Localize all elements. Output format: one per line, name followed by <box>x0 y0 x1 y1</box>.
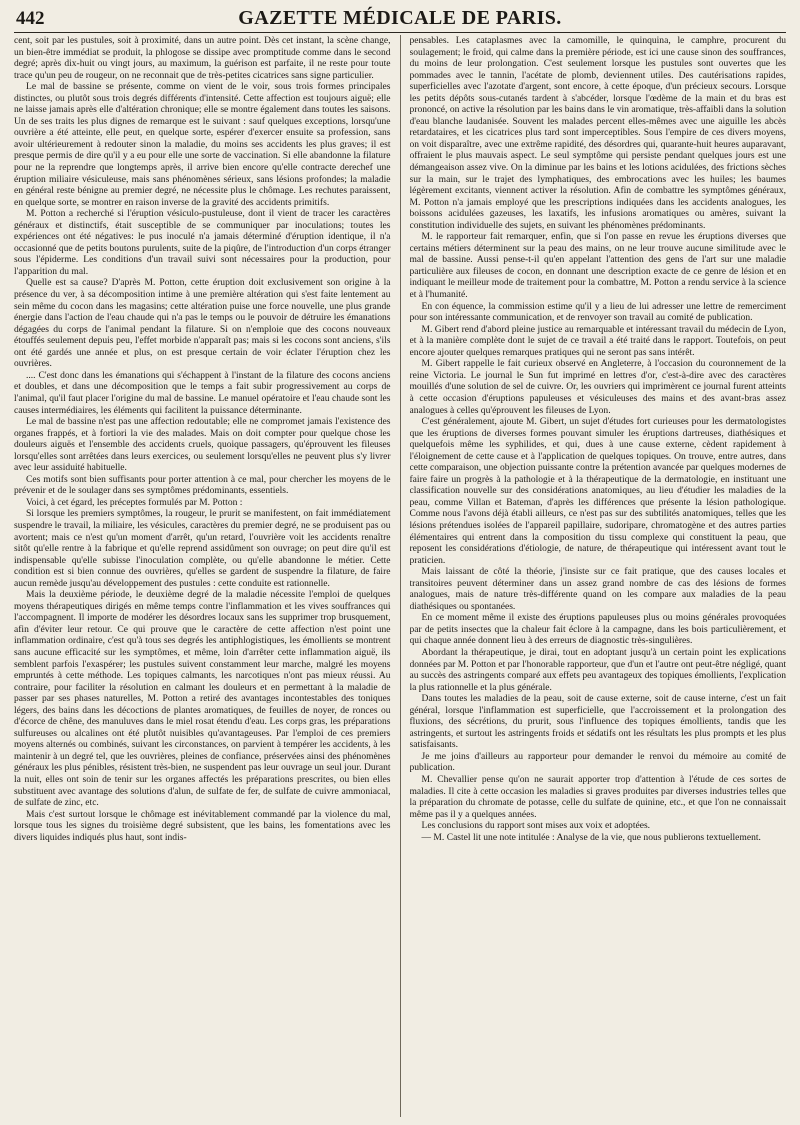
paragraph: Ces motifs sont bien suffisants pour porter attention à ce mal, pour chercher les moyens de le prévenir et de le soulager dans ses symptômes prédominants, essentiels. <box>14 473 391 497</box>
paragraph: cent, soit par les pustules, soit à proximité, dans un autre point. Dès cet instant, la scène change, un bien-être immédiat se produit, la phlogose se dissipe avec promptitude comme dans le second degré; après dix-huit ou vingt jours, au maximum, la guérison est parfaite, il ne reste pour toute trace qu'un peu de rougeur, on ne reconnait que de très-petites cicatrices sans signe particulier. <box>14 35 391 81</box>
paragraph: Dans toutes les maladies de la peau, soit de cause externe, soit de cause interne, c'est un fait général, lorsque l'inflammation est superficielle, que l'accroissement et la prolongation des fluxions, des sécrétions, du prurit, sous l'influence des topiques émollients, tandis que les astringents, et surtout les astringents froids et sédatifs ont les résultats les plus prompts et les plus satisfaisants. <box>409 693 786 751</box>
paragraph: M. Chevallier pense qu'on ne saurait apporter trop d'attention à l'étude de ces sortes de maladies. Il cite à cette occasion les maladies si graves produites par diverses industries telles que la préparation du chromate de potasse, celle du sulfate de quinine, etc., et que l'on ne connaissait même pas il y a quelques années. <box>409 774 786 820</box>
paragraph: En ce moment même il existe des éruptions papuleuses plus ou moins générales provoquées par de petits insectes que la chaleur fait éclore à la campagne, dans les bois particulièrement, et qui chaque année donnent lieu à des erreurs de diagnostic très-singulières. <box>409 612 786 647</box>
paragraph: M. Gibert rend d'abord pleine justice au remarquable et intéressant travail du médecin de Lyon, et à la manière complète dont le sujet de ce travail a été traité dans le rapport. Toutefois, on peut encore ajouter quelques remarques pratiques qui ne seront pas sans intérêt. <box>409 323 786 358</box>
paragraph: Le mal de bassine n'est pas une affection redoutable; elle ne compromet jamais l'existence des organes frappés, et à fortiori la vie des malades. Mais on doit compter pour quelque chose les douleurs aiguës et l'ensemble des accidents cruels, quoique passagers, qu'éprouvent les fileuses lorsqu'elles sont arrêtées dans leurs exercices, ou seulement lorsqu'elles ne peuvent plus s'y livrer avec leur assiduité habituelle. <box>14 416 391 474</box>
paragraph: Les conclusions du rapport sont mises aux voix et adoptées. <box>421 820 651 832</box>
journal-title: GAZETTE MÉDICALE DE PARIS. <box>238 7 562 29</box>
paragraph: Mais c'est surtout lorsque le chômage est inévitablement commandé par la violence du mal, lorsque tous les signes du troisième degré subsistent, que les bains, les fomentations avec les divers liquides indiqués plus haut, sont indis- <box>14 808 391 843</box>
paragraph: Je me joins d'ailleurs au rapporteur pour demander le renvoi du mémoire au comité de publication. <box>409 750 786 774</box>
paragraph: Abordant la thérapeutique, je dirai, tout en adoptant jusqu'à un certain point les explications données par M. Potton et par l'honorable rapporteur, que d'un et l'autre ont peut-être négligé, quant au succès des astringents comparé aux effets peu avantageux des topiques émollients, l'explication la plus rationnelle et la plus générale. <box>409 646 786 693</box>
paragraph: pensables. Les cataplasmes avec la camomille, le quinquina, le camphre, procurent du soulagement; le froid, qui calme dans la première période, est ici une cause sinon des souffrances, du moins de leur prolongation. C'est seulement lorsque les pustules sont ouvertes que les pommades avec le tannin, l'acétate de plomb, deviennent utiles. Des cautérisations rapides, superficielles avec l'azotate d'argent, sont encore, à cette époque, d'un précieux secours. Lorsque les petits dépôts sous-cutanés tardent à s'abcéder, lorsque l'œdème de la main et du bras est prononcé, on active la résolution par les bains dans le vin aromatique, très-affaibli dans la solution d'eau blanche laudanisée. Souvent les malades percent elles-mêmes avec une aiguille les abcès retardataires, et les cicatrices plus tard sont imperceptibles. Sous l'empire de ces divers moyens, on voit disparaître, avec une extrême rapidité, des désordres qui, quarante-huit heures auparavant, offraient le plus mauvais aspect. Le seul symptôme qui persiste pendant quelques jours est une démangeaison assez vive. On la diminue par les bains et les lotions acidulées, des frictions sèches sur la main, sur le trajet des lymphatiques, des embrocations avec les huiles; les baumes légèrement excitants, viennent activer la résolution. Afin de combattre les symptômes généraux, M. Potton n'a jamais employé que les prescriptions indiquées dans les accidents analogues, les boissons acidulées gazeuses, les laxatifs, les infusions aromatiques ou amères, suivant la constitution individuelle des sujets, en suivant les phénomènes prédominants. <box>409 35 786 231</box>
paragraph: M. le rapporteur fait remarquer, enfin, que si l'on passe en revue les éruptions diverses que certains métiers déterminent sur la peau des mains, on ne leur trouve aucune similitude avec le mal de bassine. Aussi pense-t-il qu'en appelant l'attention des gens de l'art sur une maladie particulière aux fileuses de cocon, en donnant une description exacte de ce genre de lésion et en indiquant le meilleur mode de traitement pour la combattre, M. Potton a rendu service à la science et à l'humanité. <box>409 231 786 301</box>
paragraph: M. Gibert rappelle le fait curieux observé en Angleterre, à l'occasion du couronnement de la reine Victoria. Le journal le Sun fut imprimé en lettres d'or, c'est-à-dire avec des caractères mouillés d'une solution de sel de cuivre. Or, les ouvriers qui imprimèrent ce journal furent atteints à cette occasion d'éruptions papuleuses et vésiculeuses des mains et des avant-bras assez analogues à celles qu'éprouvent les fileuses de Lyon. <box>409 358 786 416</box>
column-divider <box>400 35 401 1117</box>
paragraph: C'est généralement, ajoute M. Gibert, un sujet d'études fort curieuses pour les dermatologistes que les éruptions de diverses formes pouvant simuler les éruptions dartreuses, diathésiques et quelquefois même les syphilides, et qui, dues à une cause externe, cèdent rapidement à l'éloignement de cette cause et à l'application de quelques topiques. On trouve, entre autres, dans cette comparaison, une objection puissante contre la prétention avancée par quelques modernes de faire faire un progrès à la pathologie et à la thérapeutique de la dermatologie, en instituant une classification nouvelle sur des considérations anatomiques, au lieu d'étudier les maladies de la peau, comme Villan et Bateman, d'après les différences que présente la lésion pathologique. Comme nous l'avons déjà établi ailleurs, ce n'est pas sur des subtilités anatomiques, telles que les lésions prétendues isolées de l'appareil papillaire, sudoripare, chromatogène et des autres parties élémentaires qui entrent dans la composition du tissu complexe qui constituent la peau, que reposent les considérations d'étiologie, de nature, de thérapeutique qui intéressent avant tout le praticien. <box>409 416 786 566</box>
page-header <box>14 6 786 33</box>
paragraph: Mais laissant de côté la théorie, j'insiste sur ce fait pratique, que des causes locales et transitoires peuvent déterminer dans un assez grand nombre de cas des lésions de formes analogues, mais de nature très-différente quand on les compare aux maladies de la peau diathésiques ou spontanées. <box>409 566 786 612</box>
paragraph: — M. Castel lit une note intitulée : Analyse de la vie, que nous publierons textuellement. <box>421 831 761 843</box>
paragraph: En con équence, la commission estime qu'il y a lieu de lui adresser une lettre de remerciment pour son intéressante communication, et de renvoyer son travail au comité de publication. <box>409 300 786 324</box>
paragraph: Quelle est sa cause? D'après M. Potton, cette éruption doit exclusivement son origine à la présence du ver, à sa décomposition intime à une première altération qui s'est faite lentement au sein même du cocon dans les magasins; cette altération puise une force nouvelle, une plus grande énergie dans l'action de l'eau chaude qui n'a pas le temps ou le pouvoir de détruire les émanations dégagées du corps de l'animal pendant la filature. Si on n'emploie que des cocons nouveaux étouffés seulement depuis peu, l'effet morbide n'apparaît pas; mais si les cocons sont anciens, s'ils ont été gardés une année et plus, on est presque certain de voir éclater l'éruption chez les ouvrières. <box>14 277 391 370</box>
left-column <box>14 35 391 1117</box>
paragraph: Voici, à cet égard, les préceptes formulés par M. Potton : <box>26 496 243 508</box>
page-number: 442 <box>16 8 45 29</box>
right-column <box>410 35 787 1117</box>
article-columns <box>14 35 786 1117</box>
paragraph: M. Potton a recherché si l'éruption vésiculo-pustuleuse, dont il vient de tracer les caractères généraux et distinctifs, était susceptible de se communiquer par inoculations; toutes les expériences ont été négatives: le pus inoculé n'a jamais déterminé d'éruption identique, il n'a occasionné que de petits boutons purulents, suite de la piqûre, de l'introduction d'un corps étranger sous l'épiderme. Les conditions d'un travail suivi sont nécessaires pour la production, pour l'apparition du mal. <box>14 208 391 277</box>
paragraph: Le mal de bassine se présente, comme on vient de le voir, sous trois formes principales distinctes, ou plutôt sous trois degrés différents d'intensité. Cette affection est toujours aiguë; elle ne laisse jamais après elle d'altération chronique; elle se montre également dans toutes les saisons. Un de ses traits les plus dignes de remarque est le suivant : sauf quelques exceptions, lorsqu'une ouvrière a été atteinte, elle peut, en quelque sorte, espérer d'exercer ensuite sa profession, sans avoir ultérieurement à redouter sinon la maladie, du moins ses accidents les plus graves; il est presque permis de dire qu'il y a eu pour elle une sorte de vaccination. Si elle abandonne la filature pour ne la reprendre que longtemps après, il arrive bien encore qu'elle contracte derechef une éruption miliaire vésiculeuse, mais sans phénomènes sérieux, sans lésions profondes; la maladie en général reste bénigne au premier degré, ne nécessite plus le chômage. Les rechutes paraissent, en quelque sorte, se montrer en raison inverse de la gravité des accidents primitifs. <box>14 81 391 208</box>
paragraph: Si lorsque les premiers symptômes, la rougeur, le prurit se manifestent, on fait immédiatement suspendre le travail, la miliaire, les vésicules, caractères du premier degré, ne se produisent pas ou avortent; mais ce n'est qu'un moment d'arrêt, qu'un retard, l'ouvrière voit les accidents renaître sitôt qu'elle rentre à la fabrique et qu'elle reprend assidûment son ouvrage; on peut dire qu'il est indispensable qu'elle subisse l'inoculation complète, ou qu'elle abandonne le métier. Cette condition est si bien connue des ouvrières, qu'elles se gardent de suspendre la filature, de faire aucun remède jusqu'au développement des pustules : cette conduite est rationnelle. <box>14 508 391 589</box>
paragraph: .... C'est donc dans les émanations qui s'échappent à l'instant de la filature des cocons anciens et doubles, et dans une décomposition que le temps a fait subir progressivement au corps de l'animal, qu'il faut placer l'origine du mal de bassine. Le manuel opératoire et l'eau chaude sont les causes intermédiaires, les éléments qui facilitent la puissance déterminante. <box>14 369 391 416</box>
paragraph: Mais la deuxième période, le deuxième degré de la maladie nécessite l'emploi de quelques moyens thérapeutiques dirigés en même temps contre l'inflammation et les vives souffrances qui l'accompagnent. Il importe de modérer les désordres locaux sans les supprimer trop brusquement, afin d'éviter leur retour. Ce qui prouve que le caractère de cette affection n'est point une inflammation ordinaire, c'est qu'à tous ses degrés les antiphlogistiques, les émollients se montrent sans aucune efficacité sur les symptômes, et même, loin d'arrêter cette inflammation aiguë, ils semblent parfois l'exaspérer; les pustules suivent constamment leur marche, malgré les moyens empruntés à cette méthode. Les topiques calmants, les narcotiques n'ont pas mieux réussi. Au contraire, pour faciliter la résolution en calmant les douleurs et en permettant à la maladie de passer par ses phases naturelles, M. Potton a retiré des avantages incontestables des toniques légers, des bains dans les décoctions de plantes aromatiques, de feuilles de noyer, de ronces ou d'écorce de chêne, des manuluves dans le miel rosat étendu d'eau. Les corps gras, les préparations sulfureuses ou alcalines ont été plutôt nuisibles qu'avantageuses. Par l'emploi de ces premiers moyens alternés ou combinés, suivant les circonstances, on parvient à tempérer les accidents, à les maintenir à un degré tel, que les ouvrières, pleines de confiance, préservées ainsi des phénomènes généraux les plus pénibles, résistent très-bien, ne suspendent pas leur ouvrage un seul jour. Durant la nuit, elles ont soin de tenir sur les organes affectés les préparations prescrites, ou bien elles substituent avec avantage des solutions d'alun, de sulfate de fer, de sulfate de cuivre ammoniacal, de sulfate de zinc, etc. <box>14 589 391 809</box>
